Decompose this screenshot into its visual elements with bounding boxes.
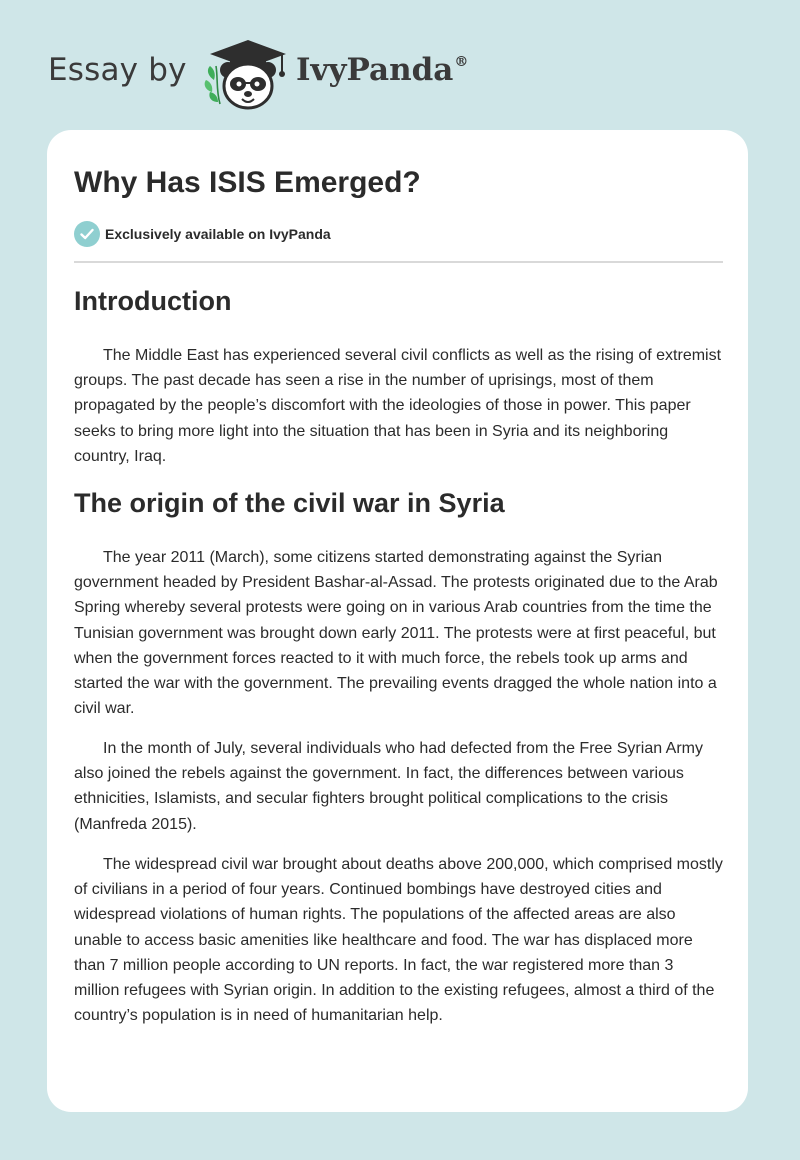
essay-card: [47, 130, 748, 1112]
exclusive-badge-text: Exclusively available on IvyPanda: [105, 226, 331, 242]
registered-mark: ®: [454, 54, 469, 70]
brand-name-text: IvyPanda: [296, 52, 454, 88]
paragraph: In the month of July, several individuals who had defected from the Free Syrian Army also joined the rebels against the government. In fact, the differences between various ethnicities, Islamists, and secular fighters brought political complications to the crisis (Manfreda 2015).: [74, 740, 703, 833]
section-heading-introduction: Introduction: [74, 286, 232, 316]
site-header: [0, 0, 800, 130]
brand-name[interactable]: [296, 52, 468, 88]
essay-by-label: Essay by: [48, 52, 187, 88]
exclusive-badge: [74, 221, 331, 247]
paragraph: The year 2011 (March), some citizens started demonstrating against the Syrian government headed by President Bashar-al-Assad. The protests originated due to the Arab Spring whereby several protests were going on in various Arab countries from the time the Tunisian government was brought down early 2011. The protests were at first peaceful, but when the government forces reacted to it with much force, the rebels took up arms and started the war with the government. The prevailing events dragged the whole nation into a civil war.: [74, 549, 718, 718]
paragraph: The widespread civil war brought about deaths above 200,000, which comprised mostly of civilians in a period of four years. Continued bombings have destroyed cities and widespread violations of human rights. The populations of the affected areas are also unable to access basic amenities like healthcare and food. The war has displaced more than 7 million people according to UN reports. In fact, the war registered more than 3 million refugees with Syrian origin. In addition to the existing refugees, almost a third of the country’s population is in need of humanitarian help.: [74, 856, 723, 1025]
section-heading-origin: The origin of the civil war in Syria: [74, 488, 505, 518]
title-divider: [74, 261, 723, 263]
check-icon: [74, 221, 100, 247]
panda-graduate-logo-icon[interactable]: [200, 36, 292, 112]
paragraph: The Middle East has experienced several civil conflicts as well as the rising of extremist groups. The past decade has seen a rise in the number of uprisings, most of them propagated by the people’s discomfort with the ideologies of those in power. This paper seeks to bring more light into the situation that has been in Syria and its neighboring country, Iraq.: [74, 347, 722, 465]
essay-title: Why Has ISIS Emerged?: [74, 166, 421, 199]
